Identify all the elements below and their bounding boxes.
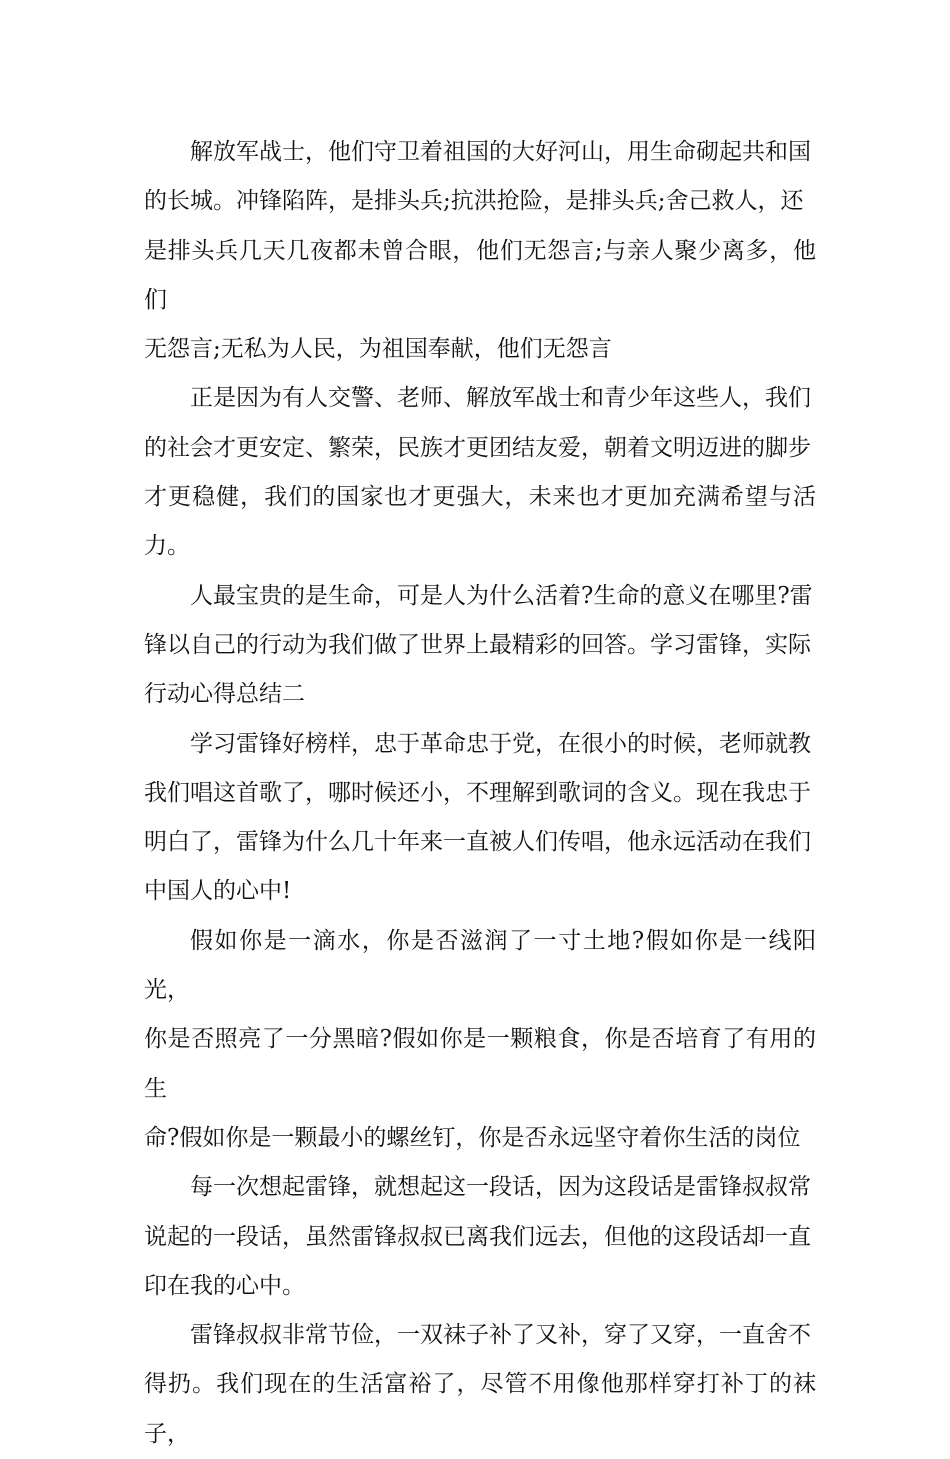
text-line: 得扔。我们现在的生活富裕了，尽管不用像他那样穿打补丁的袜子， [144, 1371, 816, 1447]
text-line: 的社会才更安定、繁荣，民族才更团结友爱，朝着文明迈进的脚步 [144, 434, 811, 461]
text-line: 正是因为有人交警、老师、解放军战士和青少年这些人，我们 [190, 385, 811, 412]
paragraph [144, 374, 816, 571]
text-line: 解放军战士，他们守卫着祖国的大好河山，用生命砌起共和国 [190, 139, 811, 165]
text-line: 中国人的心中! [144, 878, 292, 905]
paragraph [144, 1163, 816, 1311]
text-line: 命?假如你是一颗最小的螺丝钉，你是否永远坚守着你生活的岗位 [144, 1124, 801, 1151]
text-line: 你是否照亮了一分黑暗?假如你是一颗粮食，你是否培育了有用的生 [144, 1026, 816, 1102]
text-line: 才更稳健，我们的国家也才更强大，未来也才更加充满希望与活力。 [144, 484, 816, 560]
text-line: 每一次想起雷锋，就想起这一段话，因为这段话是雷锋叔叔常 [190, 1174, 811, 1201]
text-line: 我们唱这首歌了，哪时候还小，不理解到歌词的含义。现在我忠于 [144, 779, 811, 806]
text-line: 学习雷锋好榜样，忠于革命忠于党，在很小的时候，老师就教 [190, 730, 811, 757]
text-line: 无怨言;无私为人民，为祖国奉献，他们无怨言 [144, 336, 612, 363]
text-line: 印在我的心中。 [144, 1272, 305, 1299]
paragraph [144, 1311, 816, 1459]
document-body [144, 128, 816, 1459]
paragraph [144, 128, 816, 374]
text-line: 锋以自己的行动为我们做了世界上最精彩的回答。学习雷锋，实际 [144, 631, 811, 658]
text-line: 雷锋叔叔非常节俭，一双袜子补了又补，穿了又穿，一直舍不 [190, 1322, 811, 1349]
paragraph [144, 572, 816, 720]
text-line: 明白了，雷锋为什么几十年来一直被人们传唱，他永远活动在我们 [144, 829, 811, 856]
paragraph [144, 917, 816, 1163]
text-line: 人最宝贵的是生命，可是人为什么活着?生命的意义在哪里?雷 [190, 582, 813, 609]
text-line: 的长城。冲锋陷阵，是排头兵;抗洪抢险，是排头兵;舍己救人，还 [144, 188, 804, 215]
text-line: 行动心得总结二 [144, 681, 305, 708]
paragraph [144, 720, 816, 917]
text-line: 说起的一段话，虽然雷锋叔叔已离我们远去，但他的这段话却一直 [144, 1223, 811, 1250]
text-line: 是排头兵几天几夜都未曾合眼，他们无怨言;与亲人聚少离多，他们 [144, 237, 816, 313]
text-line: 假如你是一滴水，你是否滋润了一寸土地?假如你是一线阳光， [144, 927, 816, 1004]
